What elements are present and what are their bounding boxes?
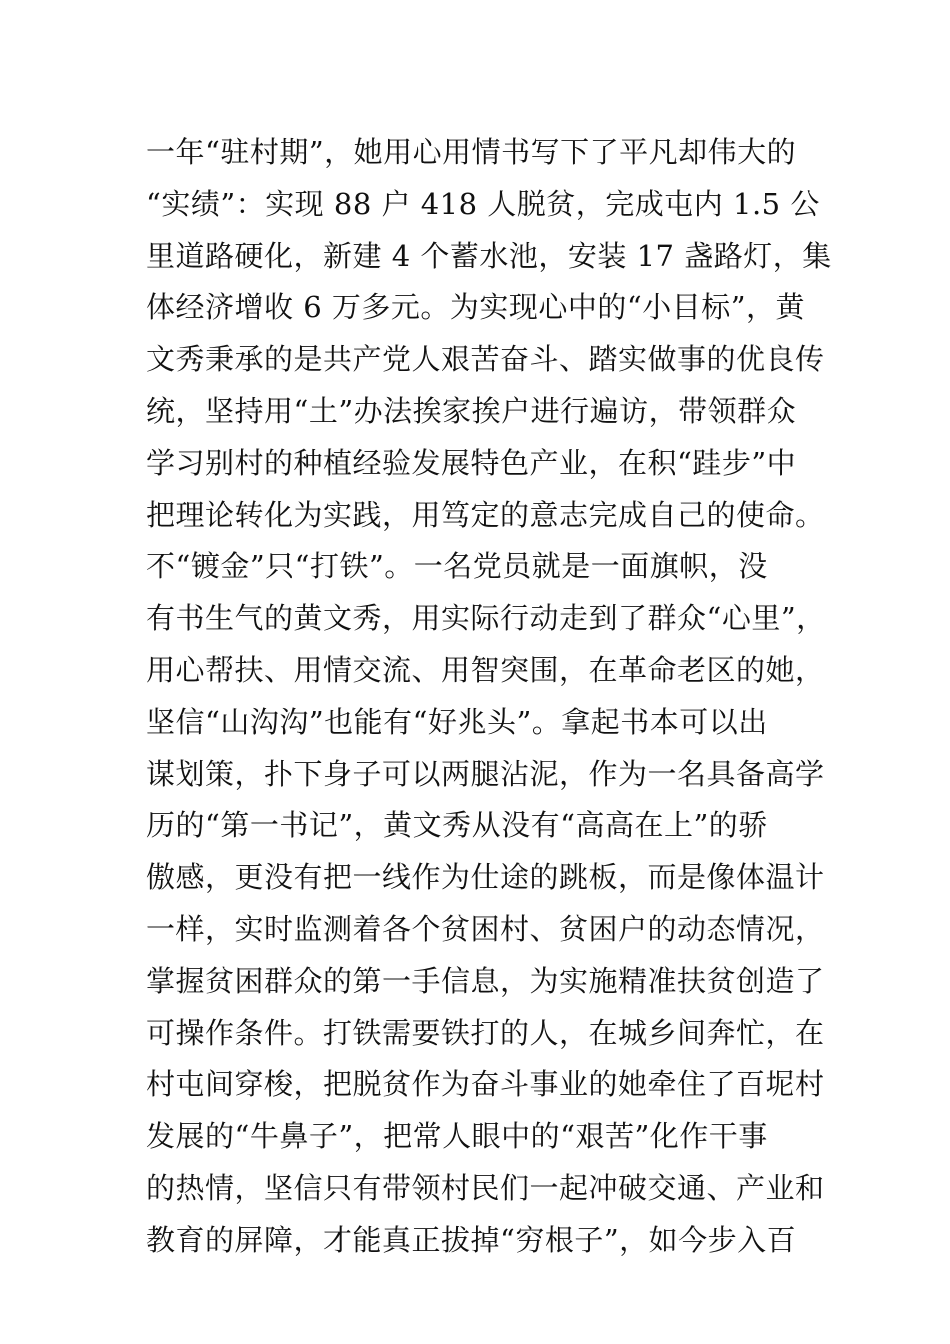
text-line: 用心帮扶、用情交流、用智突围，在革命老区的她， [146, 652, 825, 687]
text-line: 统，坚持用“土”办法挨家挨户进行遍访，带领群众 [146, 393, 797, 428]
text-line: 傲感，更没有把一线作为仕途的跳板，而是像体温计 [146, 860, 825, 895]
text-line: 掌握贫困群众的第一手信息，为实施精准扶贫创造了 [146, 963, 825, 998]
text-line: 坚信“山沟沟”也能有“好兆头”。拿起书本可以出 [146, 704, 768, 739]
text-line: 一样，实时监测着各个贫困村、贫困户的动态情况， [146, 911, 825, 946]
text-line: 有书生气的黄文秀，用实际行动走到了群众“心里”， [146, 601, 826, 636]
text-line: 学习别村的种植经验发展特色产业，在积“跬步”中 [146, 445, 797, 480]
body-text [146, 130, 832, 1270]
text-line: 谋划策，扑下身子可以两腿沾泥，作为一名具备高学 [146, 756, 825, 791]
text-line: “实绩”：实现 88 户 418 人脱贫，完成屯内 1.5 公 [146, 186, 820, 221]
text-line: 把理论转化为实践，用笃定的意志完成自己的使命。 [146, 497, 825, 532]
text-line: 不“镀金”只“打铁”。一名党员就是一面旗帜，没 [146, 549, 768, 584]
text-line: 体经济增收 6 万多元。为实现心中的“小目标”，黄 [146, 290, 806, 325]
text-line: 发展的“牛鼻子”，把常人眼中的“艰苦”化作干事 [146, 1119, 768, 1154]
text-line: 村屯间穿梭，把脱贫作为奋斗事业的她牵住了百坭村 [146, 1067, 825, 1102]
text-line: 的热情，坚信只有带领村民们一起冲破交通、产业和 [146, 1170, 825, 1205]
text-line: 可操作条件。打铁需要铁打的人，在城乡间奔忙，在 [146, 1015, 825, 1050]
text-line: 教育的屏障，才能真正拔掉“穷根子”，如今步入百 [146, 1222, 797, 1257]
text-line: 一年“驻村期”，她用心用情书写下了平凡却伟大的 [146, 135, 797, 169]
text-line: 文秀秉承的是共产党人艰苦奋斗、踏实做事的优良传 [146, 342, 825, 377]
text-line: 里道路硬化，新建 4 个蓄水池，安装 17 盏路灯，集 [146, 238, 832, 273]
text-line: 历的“第一书记”，黄文秀从没有“高高在上”的骄 [146, 808, 768, 843]
